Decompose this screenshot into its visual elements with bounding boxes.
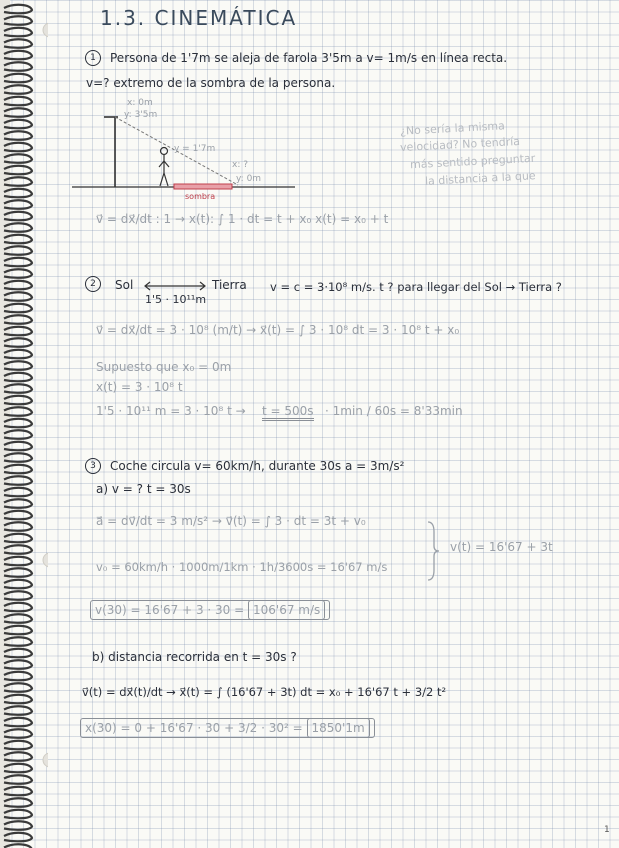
problem-3-eq4: v⃗(t) = dx⃗(t)/dt → x⃗(t) = ∫ (16'67 + 3t) dt = x₀ + 16'67 t + 3/2 t² [82, 685, 447, 699]
sun-earth-distance: 1'5 · 10¹¹m [145, 293, 207, 306]
problem-3-part-b: b) distancia recorrida en t = 30s ? [92, 650, 297, 664]
problem-1-number: 1 [85, 50, 101, 66]
problem-3-eq1: a⃗ = dv⃗/dt = 3 m/s² → v⃗(t) = ∫ 3 · dt = 3t + v₀ [96, 514, 366, 528]
binder-hole [43, 753, 48, 767]
side-note-line: más sentido preguntar [409, 151, 536, 172]
problem-3-eq3-left: v(30) = 16'67 + 3 · 30 = [95, 603, 245, 617]
earth-label: Tierra [212, 278, 247, 292]
spiral-binding [0, 0, 48, 848]
page-title: 1.3. CINEMÁTICA [100, 6, 298, 30]
double-arrow-icon [142, 280, 208, 292]
problem-2-eq3: x(t) = 3 · 10⁸ t [96, 380, 183, 394]
sun-label: Sol [115, 278, 134, 292]
tip-x-label: x: ? [232, 160, 248, 170]
side-note-line: la distancia a la que [424, 169, 536, 188]
shadow-bar [174, 184, 232, 189]
person-y-label: y = 1'7m [174, 144, 216, 154]
problem-2-eq2: Supuesto que x₀ = 0m [96, 360, 232, 374]
problem-1-statement: Persona de 1'7m se aleja de farola 3'5m a v= 1m/s en línea recta. [110, 51, 508, 65]
problem-3-eq2: v₀ = 60km/h · 1000m/1km · 1h/3600s = 16'67 m/s [96, 560, 388, 574]
problem-1-question: v=? extremo de la sombra de la persona. [86, 76, 336, 90]
problem-2-conversion: · 1min / 60s = 8'33min [325, 404, 463, 418]
person-head [161, 148, 168, 155]
problem-3-statement: Coche circula v= 60km/h, durante 30s a = 3m/s² [110, 459, 405, 473]
side-note-line: ¿No sería la misma [399, 119, 506, 138]
binder-hole [43, 23, 48, 37]
page-number: 1 [604, 825, 610, 835]
brace-icon [426, 520, 440, 582]
problem-2-eq1: v⃗ = dx⃗/dt = 3 · 10⁸ (m/t) → x⃗(t) = ∫ 3 · 10⁸ dt = 3 · 10⁸ t + x₀ [96, 323, 460, 337]
problem-3-eq5-result: 1850'1m [307, 718, 370, 738]
problem-1-diagram [70, 95, 300, 205]
problem-3-brace-result: v(t) = 16'67 + 3t [450, 540, 553, 554]
lamp-x-label: x: 0m [127, 98, 153, 108]
problem-2-eq4: 1'5 · 10¹¹ m = 3 · 10⁸ t → [96, 404, 246, 418]
problem-3-eq5-left: x(30) = 0 + 16'67 · 30 + 3/2 · 30² = [85, 721, 303, 735]
side-note-line: velocidad? No tendría [399, 134, 521, 155]
problem-3-eq3 [90, 600, 330, 620]
problem-2-number: 2 [85, 276, 101, 292]
binder-hole [43, 553, 48, 567]
problem-3-part-a: a) v = ? t = 30s [96, 482, 191, 496]
problem-3-number: 3 [85, 458, 101, 474]
problem-2-statement: v = c = 3·10⁸ m/s. t ? para llegar del Sol → Tierra ? [270, 280, 562, 294]
shadow-label: sombra [185, 192, 216, 201]
problem-3-eq3-result: 106'67 m/s [248, 600, 325, 620]
problem-1-equation: v⃗ = dx⃗/dt : 1 → x(t): ∫ 1 · dt = t + x₀ x(t) = x₀ + t [96, 212, 389, 226]
problem-2-result: t = 500s [262, 404, 314, 421]
lamp-y-label: y: 3'5m [124, 110, 158, 120]
problem-3-eq5 [80, 718, 375, 738]
tip-y-label: y: 0m [236, 174, 262, 184]
